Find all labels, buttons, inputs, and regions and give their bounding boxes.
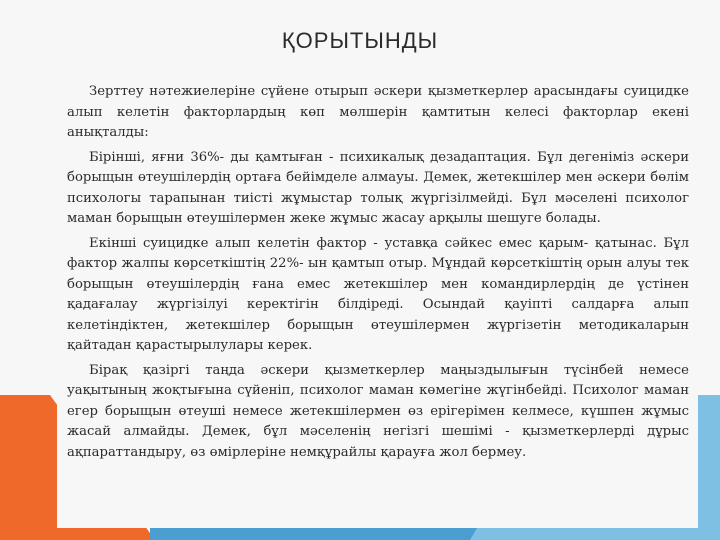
paragraph-4: Бірақ қазіргі таңда әскери қызметкерлер маңыздылығын түсінбей немесе уақытының жоқтығына сүйеніп, психолог маман көмегіне жүгінбейді. Психолог маман егер борыщын өтеуші немесе жетекшілермен өз ерігерімен келмесе, күшпен жұмыс жасай алмайды. Демек, бұл мәселенің негізгі шешімі - қызметкерлерді дұрыс ақпараттандыру, өз өмірлеріне немқұрайлы қарауға жол бермеу. [67, 362, 689, 460]
slide-body [67, 82, 689, 467]
slide-title: ҚОРЫТЫНДЫ [281, 28, 439, 53]
paragraph-3: Екінші суицидке алып келетін фактор - уставқа сәйкес емес қарым- қатынас. Бұл фактор жалпы көрсеткіштің 22%- ын қамтып отыр. Мұндай көрсеткіштің орын алуы тек борыщын өтеушілердің ғана емес жетекшілер мен командирлердің де үстінен қадағалау жүргізілуі керектігін білдіреді. Осындай қауіпті салдарға алып келетіндіктен, жетекшілер борыщын өтеушілермен жүргізетін методикаларын қайтадан қарастырылулары керек. [67, 235, 689, 353]
paragraph-1: Зерттеу нәтежиелеріне сүйене отырып әскери қызметкерлер арасындағы суицидке алып келетін факторлардың көп мөлшерін қамтитын келесі факторлар екені анықталды: [67, 84, 689, 140]
paragraph-2: Бірінші, яғни 36%- ды қамтыған - психикалық дезадаптация. Бұл дегеніміз әскери борыщын өтеушілердің ортаға бейімделе алмауы. Демек, жетекшілер мен әскери бөлім психологы тарапынан тиісті жұмыстар толық жүргізілмейді. Бұл мәселені психолог маман борыщын өтеушілермен жеке жұмыс жасау арқылы шешуге болады. [67, 149, 689, 226]
